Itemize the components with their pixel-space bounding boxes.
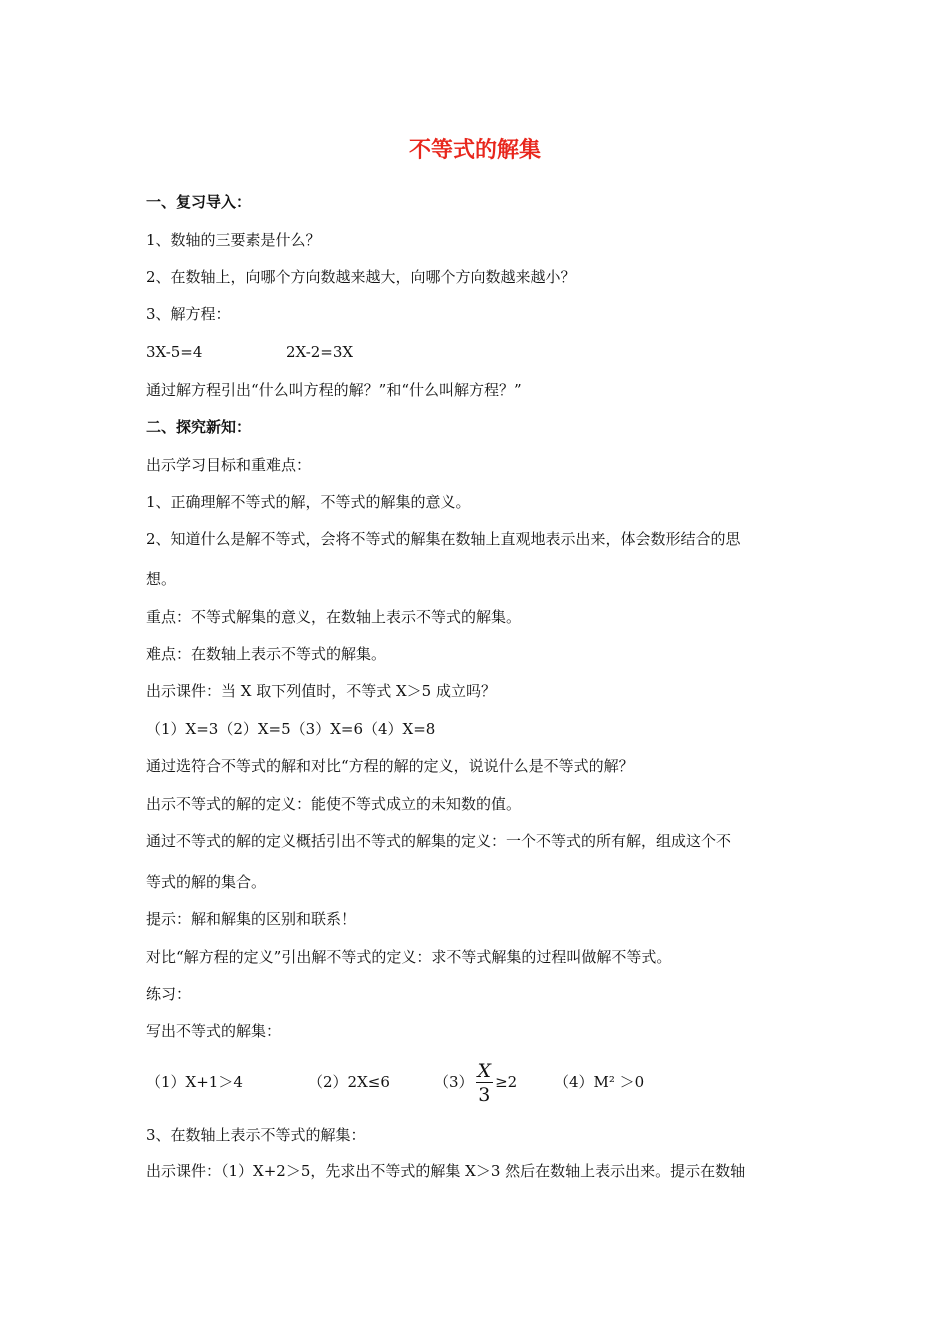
- exercise-item-2: （2）2X≤6: [308, 1073, 390, 1091]
- paragraph: 练习：: [146, 985, 192, 1003]
- paragraph: 对比“解方程的定义”引出解不等式的定义：求不等式解集的过程叫做解不等式。: [146, 948, 672, 966]
- paragraph: 1、正确理解不等式的解，不等式的解集的意义。: [146, 493, 471, 511]
- paragraph: 出示课件：当 X 取下列值时，不等式 X＞5 成立吗？: [146, 682, 496, 700]
- exercise-item-1: （1）X+1＞4: [146, 1073, 243, 1091]
- equation-row: [146, 341, 353, 363]
- paragraph: 出示不等式的解的定义：能使不等式成立的未知数的值。: [146, 795, 522, 813]
- fraction: [476, 1060, 494, 1107]
- paragraph: 通过解方程引出“什么叫方程的解？”和“什么叫解方程？”: [146, 381, 522, 399]
- paragraph: 3、在数轴上表示不等式的解集：: [146, 1126, 366, 1144]
- paragraph: 2、知道什么是解不等式，会将不等式的解集在数轴上直观地表示出来，体会数形结合的思: [146, 530, 741, 548]
- equation-2: 2X-2=3X: [286, 343, 354, 361]
- paragraph: 通过不等式的解的定义概括引出不等式的解集的定义：一个不等式的所有解，组成这个不: [146, 832, 732, 850]
- equation-1: 3X-5=4: [146, 343, 203, 361]
- paragraph: 通过选符合不等式的解和对比“方程的解的定义，说说什么是不等式的解？: [146, 757, 634, 775]
- exercise-item-3: [434, 1058, 554, 1107]
- section-heading-review: 一、复习导入：: [146, 193, 252, 211]
- fraction-denominator: 3: [478, 1083, 491, 1106]
- exercise-item-3-label: （3）: [434, 1073, 474, 1091]
- paragraph: 想。: [146, 570, 177, 588]
- paragraph: 写出不等式的解集：: [146, 1022, 282, 1040]
- paragraph: 难点：在数轴上表示不等式的解集。: [146, 645, 387, 663]
- paragraph: 出示学习目标和重难点：: [146, 456, 312, 474]
- exercise-item-4: （4）M² ＞0: [554, 1073, 645, 1091]
- paragraph: 提示：解和解集的区别和联系！: [146, 910, 357, 928]
- paragraph: 重点：不等式解集的意义，在数轴上表示不等式的解集。: [146, 608, 522, 626]
- fraction-numerator: X: [477, 1059, 492, 1082]
- paragraph: 出示课件：（1）X+2＞5，先求出不等式的解集 X＞3 然后在数轴上表示出来。提示在数轴: [146, 1162, 746, 1180]
- paragraph: 2、在数轴上，向哪个方向数越来越大，向哪个方向数越来越小？: [146, 268, 576, 286]
- paragraph: （1）X=3（2）X=5（3）X=6（4）X=8: [146, 720, 436, 738]
- paragraph: 1、数轴的三要素是什么？: [146, 231, 321, 249]
- section-heading-explore: 二、探究新知：: [146, 418, 252, 436]
- paragraph: 3、解方程：: [146, 305, 231, 323]
- exercise-row: [146, 1058, 644, 1106]
- exercise-item-3-relation: ≥2: [495, 1073, 518, 1091]
- page-title: 不等式的解集: [408, 138, 541, 163]
- paragraph: 等式的解的集合。: [146, 873, 267, 891]
